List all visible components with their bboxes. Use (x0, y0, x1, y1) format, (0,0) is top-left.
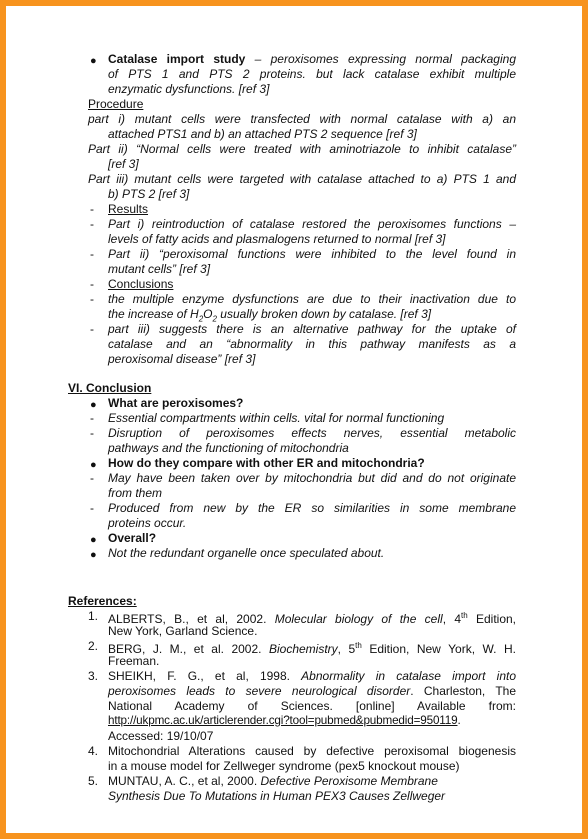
reference-number: 5. (88, 774, 99, 788)
results-r1-line-2: levels of fatty acids and plasmalogens returned to normal [ref 3] (108, 232, 446, 246)
reference-1-line-2: New York, Garland Science. (108, 624, 258, 638)
results-r2-line-2: mutant cells” [ref 3] (108, 262, 211, 276)
dash-marker: - (90, 322, 94, 336)
answer-4-line-2: proteins occur. (108, 516, 187, 530)
ref1-edition-tail: Edition, (467, 612, 517, 626)
dash-marker: - (90, 277, 94, 291)
catalase-heading: Catalase import study (108, 52, 246, 66)
catalase-line-1 (108, 52, 516, 67)
procedure-p1-line-2: attached PTS1 and b) an attached PTS 2 sequence [ref 3] (108, 127, 417, 141)
question-1: What are peroxisomes? (108, 396, 244, 410)
answer-4-line-1: Produced from new by the ER so similarities in some membrane (108, 501, 516, 515)
dash-marker: - (90, 471, 94, 485)
c1-text-mid: O (203, 307, 213, 321)
conclusions-c1-line-1: the multiple enzyme dysfunctions are due to their inactivation due to (108, 292, 516, 306)
reference-2-line-1 (108, 639, 516, 657)
reference-5-line-1 (108, 774, 438, 789)
document-page (6, 6, 582, 833)
reference-number: 3. (88, 669, 99, 683)
catalase-dash-text: – peroxisomes expressing normal packaging (245, 52, 516, 66)
answer-3-line-2: from them (108, 486, 163, 500)
answer-2-line-1: Disruption of peroxisomes effects nerves, essential metabolic (108, 426, 516, 440)
reference-3-line-5: Accessed: 19/10/07 (108, 729, 214, 743)
ref3-publisher: . Charleston, The (410, 684, 517, 698)
results-r2-line-1: Part ii) “peroxisomal functions were inhibited to the level found in (108, 247, 516, 261)
reference-2-line-2: Freeman. (108, 654, 160, 668)
ref3-title-a: Abnormality in catalase import into (301, 669, 516, 683)
dash-marker: - (90, 426, 94, 440)
ref2-superscript: th (355, 641, 362, 650)
reference-5-line-2: Synthesis Due To Mutations in Human PEX3 Causes Zellweger (108, 789, 446, 803)
ref1-title: Molecular biology of the cell (274, 612, 443, 626)
dash-marker: - (90, 202, 94, 216)
dash-marker: - (90, 217, 94, 231)
procedure-p2-line-1: Part ii) “Normal cells were treated with aminotriazole to inhibit catalase” (88, 142, 516, 156)
c1-text-pre: the increase of H (108, 307, 199, 321)
c1-subscript-2: 2 (212, 314, 217, 324)
procedure-title: Procedure (88, 97, 144, 111)
reference-3-line-3: National Academy of Sciences. [online] Available from: (108, 699, 516, 713)
ref2-edition-tail: Edition, New York, W. H. (361, 642, 517, 656)
catalase-line-3: enzymatic dysfunctions. [ref 3] (108, 82, 270, 96)
dash-marker: - (90, 247, 94, 261)
answer-2-line-2: pathways and the functioning of mitochondria (108, 441, 349, 455)
dash-marker: - (90, 411, 94, 425)
ref2-title: Biochemistry (268, 642, 338, 656)
bullet-marker: ● (90, 534, 97, 546)
answer-3-line-1: May have been taken over by mitochondria but did and do not originate (108, 471, 516, 485)
reference-number: 4. (88, 744, 99, 758)
question-3: Overall? (108, 531, 157, 545)
bullet-marker: ● (90, 549, 97, 561)
reference-number: 2. (88, 639, 99, 653)
conclusions-c2-line-1: part iii) suggests there is an alternative pathway for the uptake of (108, 322, 516, 336)
question-2: How do they compare with other ER and mitochondria? (108, 456, 425, 470)
procedure-p3-line-2: b) PTS 2 [ref 3] (108, 187, 190, 201)
procedure-p3-line-1: Part iii) mutant cells were targeted with catalase attached to a) PTS 1 and (88, 172, 516, 186)
c1-subscript-1: 2 (198, 314, 204, 324)
catalase-line-2: of PTS 1 and PTS 2 proteins. but lack catalase exhibit multiple (108, 67, 516, 81)
procedure-p2-line-2: [ref 3] (108, 157, 139, 171)
results-title: Results (108, 202, 149, 216)
ref3-title-b: peroxisomes leads to severe neurological disorder (108, 684, 411, 698)
reference-3-line-2 (108, 684, 516, 699)
answer-1: Essential compartments within cells. vital for normal functioning (108, 411, 445, 425)
ref3-link-period: . (457, 714, 461, 727)
ref1-superscript: th (461, 611, 468, 620)
dash-marker: - (90, 292, 94, 306)
ref3-authors: SHEIKH, F. G., et al, 1998. (108, 669, 302, 683)
conclusions-title: Conclusions (108, 277, 174, 291)
results-r1-line-1: Part i) reintroduction of catalase restored the peroxisomes functions – (108, 217, 516, 231)
section-heading: VI. Conclusion (68, 381, 152, 395)
reference-3-line-4 (108, 714, 461, 729)
ref1-authors: ALBERTS, B., et al, 2002. (108, 612, 275, 626)
reference-4-line-2: in a mouse model for Zellweger syndrome (pex5 knockout mouse) (108, 759, 460, 773)
reference-number: 1. (88, 609, 99, 623)
reference-3-line-1 (108, 669, 516, 684)
procedure-p1-line-1: part i) mutant cells were transfected with normal catalase with a) an (88, 112, 516, 126)
bullet-marker: ● (90, 459, 97, 471)
ref1-edition: , 4 (442, 612, 462, 626)
conclusions-c2-line-2: catalase and an “abnormality in this pathway manifests as a (108, 337, 516, 351)
bullet-marker: ● (90, 399, 97, 411)
ref5-title-a: Defective Peroxisome Membrane (260, 774, 438, 788)
answer-5: Not the redundant organelle once speculated about. (108, 546, 385, 560)
reference-link[interactable]: http://ukpmc.ac.uk/articlerender.cgi?tool=pubmed&pubmedid=950119 (108, 714, 458, 727)
ref2-edition: , 5 (337, 642, 356, 656)
ref2-authors: BERG, J. M., et al. 2002. (108, 642, 269, 656)
bullet-marker: ● (90, 55, 97, 67)
c1-text-post: usually broken down by catalase. [ref 3] (216, 307, 432, 321)
dash-marker: - (90, 501, 94, 515)
references-heading: References: (68, 594, 137, 608)
conclusions-c2-line-3: peroxisomal disease” [ref 3] (108, 352, 256, 366)
reference-4-line-1: Mitochondrial Alterations caused by defective peroxisomal biogenesis (108, 744, 516, 758)
ref5-authors: MUNTAU, A. C., et al, 2000. (108, 774, 261, 788)
